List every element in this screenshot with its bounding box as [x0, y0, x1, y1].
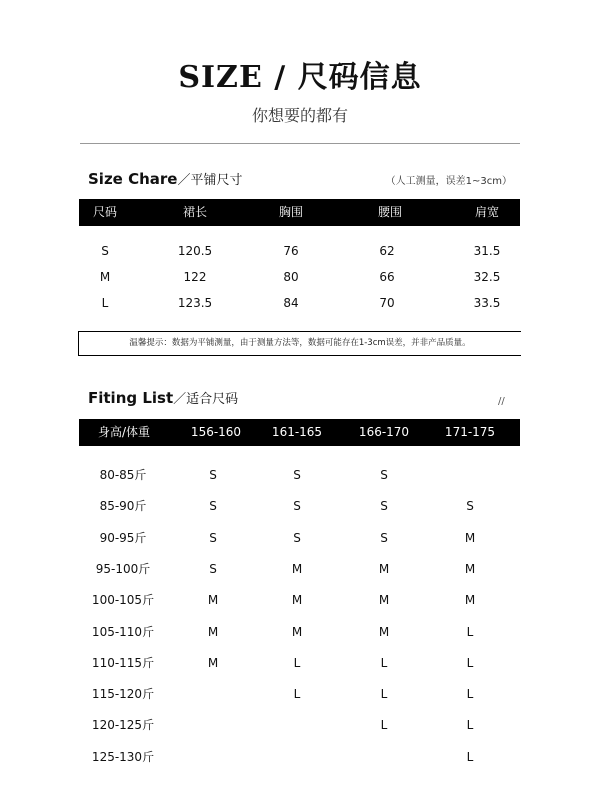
fitting-list-heading-title: Fiting List [88, 389, 174, 407]
table-cell: 62 [379, 244, 395, 258]
table-cell: L [293, 687, 301, 702]
table-cell: 90-95斤 [99, 530, 147, 545]
fitting-list-heading-sub: ／适合尺码 [173, 392, 239, 407]
table-cell: L [466, 687, 474, 702]
table-cell: 70 [379, 296, 395, 310]
table-cell: 32.5 [473, 270, 501, 284]
table-cell: 120.5 [177, 244, 213, 258]
table-cell: 122 [183, 270, 207, 284]
table-row [0, 747, 600, 767]
table-row [0, 684, 600, 704]
waist-col-header: 腰围 [377, 205, 403, 219]
table-cell: M [291, 593, 303, 608]
header-divider [80, 143, 520, 144]
table-cell: M [378, 593, 390, 608]
table-row [0, 653, 600, 673]
page-subtitle: 你想要的都有 [251, 106, 348, 125]
table-cell: 33.5 [473, 296, 501, 310]
length-col-header: 裙长 [182, 205, 208, 219]
table-cell: S [380, 530, 388, 545]
table-cell: L [380, 655, 388, 670]
table-cell: 80 [283, 270, 299, 284]
table-cell: S [380, 468, 388, 482]
shoulder-col-header: 肩宽 [474, 205, 500, 219]
height-col-header: 171-175 [444, 425, 496, 439]
table-cell: M [464, 530, 476, 545]
table-cell: S [209, 468, 217, 482]
table-row [0, 590, 600, 610]
table-cell: L [380, 687, 388, 702]
table-cell: L [466, 749, 474, 764]
table-cell: M [207, 655, 219, 670]
table-cell: M [99, 270, 111, 284]
table-cell: S [293, 468, 301, 482]
table-cell: 76 [283, 244, 299, 258]
table-cell: S [380, 499, 388, 514]
table-cell: 115-120斤 [91, 687, 155, 702]
page-title: SIZE / 尺码信息 [178, 60, 422, 95]
table-cell: M [464, 593, 476, 608]
height-col-header: 161-165 [271, 425, 323, 439]
decorative-slashes: // [498, 396, 505, 407]
table-cell: M [207, 593, 219, 608]
table-row [0, 241, 600, 261]
size-col-header: 尺码 [92, 205, 118, 219]
table-cell: S [209, 561, 217, 576]
table-cell: 80-85斤 [99, 468, 147, 482]
table-cell: 100-105斤 [91, 593, 155, 608]
table-cell: L [466, 624, 474, 639]
fitting-list-heading [88, 388, 238, 407]
table-cell: M [464, 561, 476, 576]
table-cell: 85-90斤 [99, 499, 147, 514]
table-cell: L [466, 655, 474, 670]
table-cell: 125-130斤 [91, 749, 155, 764]
size-chart-heading [88, 169, 242, 188]
height-col-header: 166-170 [358, 425, 410, 439]
table-cell: S [209, 499, 217, 514]
chest-col-header: 胸围 [278, 205, 304, 219]
height-weight-col-header: 身高/体重 [97, 425, 151, 439]
table-cell: S [466, 499, 474, 514]
table-row [0, 528, 600, 548]
table-row [0, 293, 600, 313]
table-row [0, 559, 600, 579]
table-cell: S [101, 244, 109, 258]
table-row [0, 267, 600, 287]
table-cell: S [209, 530, 217, 545]
table-cell: S [293, 530, 301, 545]
size-chart-header [79, 199, 520, 226]
size-chart-heading-sub: ／平铺尺寸 [177, 173, 243, 188]
table-cell: 66 [379, 270, 395, 284]
table-cell: 84 [283, 296, 299, 310]
table-cell: L [466, 718, 474, 733]
table-cell: 105-110斤 [91, 624, 155, 639]
table-cell: L [101, 296, 109, 310]
table-cell: L [380, 718, 388, 733]
table-row [0, 465, 600, 485]
table-cell: S [293, 499, 301, 514]
table-row [0, 496, 600, 516]
table-cell: L [293, 655, 301, 670]
height-col-header: 156-160 [190, 425, 242, 439]
table-cell: M [207, 624, 219, 639]
table-cell: M [378, 624, 390, 639]
table-cell: M [378, 561, 390, 576]
table-cell: M [291, 561, 303, 576]
table-cell: 120-125斤 [91, 718, 155, 733]
table-cell: 110-115斤 [91, 655, 155, 670]
table-row [0, 715, 600, 735]
care-tip: 温馨提示：数据为平铺测量，由于测量方法等，数据可能存在1-3cm误差，并非产品质量。 [78, 331, 521, 356]
measurement-note: （人工测量，误差1~3cm） [385, 176, 512, 187]
fitting-list-header [79, 419, 520, 446]
table-cell: 31.5 [473, 244, 501, 258]
table-row [0, 622, 600, 642]
table-cell: M [291, 624, 303, 639]
size-chart-heading-title: Size Chare [88, 170, 178, 188]
table-cell: 123.5 [177, 296, 213, 310]
table-cell: 95-100斤 [95, 561, 151, 576]
